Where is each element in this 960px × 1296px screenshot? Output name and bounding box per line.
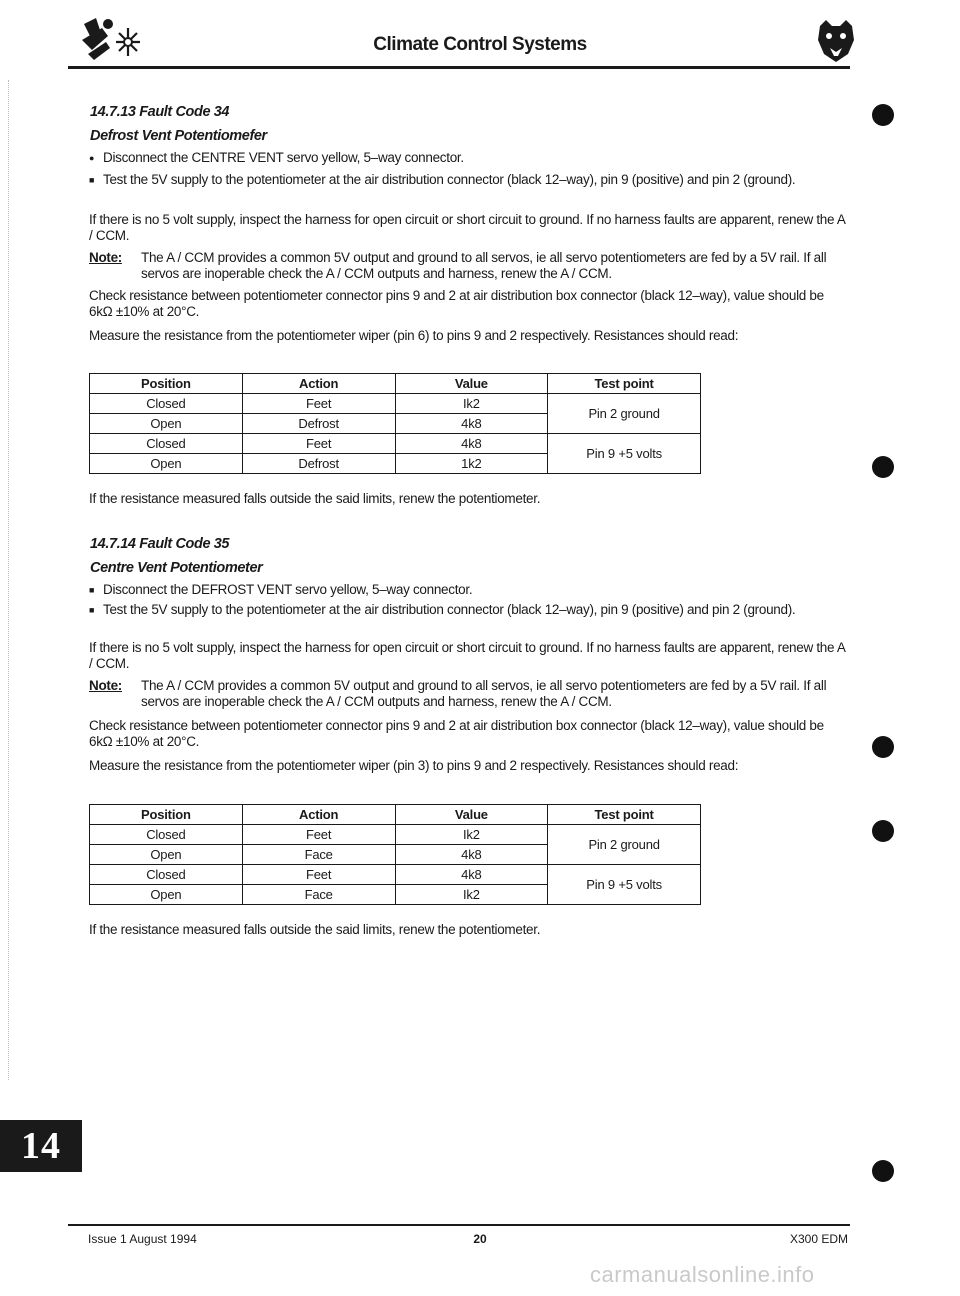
table-cell: Feet xyxy=(242,865,395,885)
table-row xyxy=(90,394,701,414)
table-cell: 4k8 xyxy=(395,865,548,885)
bullet-icon: ■ xyxy=(89,175,95,185)
table-cell: Feet xyxy=(242,825,395,845)
note-text: The A / CCM provides a common 5V output and ground to all servos, ie all servo potentiometers are fed by a 5V rail. If all servos are inoperable check the A / CCM outputs and harness, renew the A / CCM. xyxy=(141,678,827,709)
resistance-table xyxy=(89,804,701,905)
table-cell: 4k8 xyxy=(395,434,548,454)
note xyxy=(89,678,847,710)
table-cell: 1k2 xyxy=(395,454,548,474)
table-cell: Ik2 xyxy=(395,825,548,845)
section-subheading: Defrost Vent Potentiomefer xyxy=(90,128,267,144)
punch-hole-icon xyxy=(872,736,894,758)
header-cell: Position xyxy=(90,374,243,394)
paragraph: Check resistance between potentiometer connector pins 9 and 2 at air distribution box connector (black 12–way), value should be 6kΩ ±10% at 20°C. xyxy=(89,718,824,749)
header-cell: Action xyxy=(242,374,395,394)
table-row xyxy=(90,434,701,454)
table-cell: 4k8 xyxy=(395,414,548,434)
page-number: 20 xyxy=(473,1232,487,1246)
footer-rule xyxy=(68,1224,850,1226)
header-cell: Test point xyxy=(548,374,701,394)
table-cell: 4k8 xyxy=(395,845,548,865)
bullet-icon: ■ xyxy=(89,605,95,615)
header-cell: Test point xyxy=(548,805,701,825)
bullet-item: ■ Test the 5V supply to the potentiometer at the air distribution connector (black 12–way), pin 9 (positive) and pin 2 (ground). xyxy=(89,602,796,617)
note xyxy=(89,250,847,282)
note-text: The A / CCM provides a common 5V output and ground to all servos, ie all servo potentiometers are fed by a 5V rail. If all servos are inoperable check the A / CCM outputs and harness, renew the A / CCM. xyxy=(141,250,827,281)
table-cell: Defrost xyxy=(242,414,395,434)
header-rule xyxy=(68,66,850,69)
footer-issue: Issue 1 August 1994 xyxy=(88,1232,197,1246)
header-cell: Value xyxy=(395,374,548,394)
bullet-item: ● Disconnect the CENTRE VENT servo yellow, 5–way connector. xyxy=(89,150,464,165)
table-row xyxy=(90,865,701,885)
table-cell: Closed xyxy=(90,394,243,414)
punch-hole-icon xyxy=(872,104,894,126)
test-point-cell: Pin 9 +5 volts xyxy=(548,865,701,905)
table-cell: Ik2 xyxy=(395,885,548,905)
header-cell: Position xyxy=(90,805,243,825)
resistance-table xyxy=(89,373,701,474)
table-cell: Face xyxy=(242,885,395,905)
punch-hole-icon xyxy=(872,1160,894,1182)
paragraph: If the resistance measured falls outside the said limits, renew the potentiometer. xyxy=(89,491,541,506)
section-heading: 14.7.13 Fault Code 34 xyxy=(90,104,230,120)
header-cell: Action xyxy=(242,805,395,825)
table-cell: Open xyxy=(90,885,243,905)
table-cell: Defrost xyxy=(242,454,395,474)
paragraph: If the resistance measured falls outside the said limits, renew the potentiometer. xyxy=(89,922,541,937)
bullet-item: ■ Disconnect the DEFROST VENT servo yellow, 5–way connector. xyxy=(89,582,473,597)
test-point-cell: Pin 9 +5 volts xyxy=(548,434,701,474)
test-point-cell: Pin 2 ground xyxy=(548,394,701,434)
paragraph: Measure the resistance from the potentiometer wiper (pin 6) to pins 9 and 2 respectively. Resistances should read: xyxy=(89,328,739,343)
table-cell: Closed xyxy=(90,434,243,454)
note-label: Note: xyxy=(89,250,122,265)
table-cell: Open xyxy=(90,454,243,474)
section-heading: 14.7.14 Fault Code 35 xyxy=(90,536,230,552)
table-cell: Face xyxy=(242,845,395,865)
punch-hole-icon xyxy=(872,820,894,842)
table-cell: Open xyxy=(90,414,243,434)
note-label: Note: xyxy=(89,678,122,693)
jaguar-logo-icon xyxy=(812,16,860,64)
page-title: Climate Control Systems xyxy=(373,34,587,55)
table-header-row xyxy=(90,805,701,825)
table-cell: Open xyxy=(90,845,243,865)
watermark: carmanualsonline.info xyxy=(590,1262,815,1287)
table-row xyxy=(90,825,701,845)
table-cell: Closed xyxy=(90,865,243,885)
table-cell: Feet xyxy=(242,434,395,454)
margin-line xyxy=(8,80,10,1080)
bullet-icon: ■ xyxy=(89,585,95,595)
bullet-item: ■ Test the 5V supply to the potentiometer at the air distribution connector (black 12–way), pin 9 (positive) and pin 2 (ground). xyxy=(89,172,796,187)
paragraph: If there is no 5 volt supply, inspect the harness for open circuit or short circuit to ground. If no harness faults are apparent, renew the A / CCM. xyxy=(89,640,845,671)
paragraph: Measure the resistance from the potentiometer wiper (pin 3) to pins 9 and 2 respectively. Resistances should read: xyxy=(89,758,739,773)
table-cell: Ik2 xyxy=(395,394,548,414)
footer-doc-code: X300 EDM xyxy=(789,1232,848,1246)
paragraph: If there is no 5 volt supply, inspect the harness for open circuit or short circuit to ground. If no harness faults are apparent, renew the A / CCM. xyxy=(89,212,845,243)
section-tab: 14 xyxy=(0,1120,82,1172)
table-cell: Closed xyxy=(90,825,243,845)
test-point-cell: Pin 2 ground xyxy=(548,825,701,865)
table-header-row xyxy=(90,374,701,394)
bullet-icon: ● xyxy=(89,153,95,163)
section-subheading: Centre Vent Potentiometer xyxy=(90,560,263,576)
table-cell: Feet xyxy=(242,394,395,414)
punch-hole-icon xyxy=(872,456,894,478)
header-cell: Value xyxy=(395,805,548,825)
paragraph: Check resistance between potentiometer connector pins 9 and 2 at air distribution box connector (black 12–way), value should be 6kΩ ±10% at 20°C. xyxy=(89,288,824,319)
